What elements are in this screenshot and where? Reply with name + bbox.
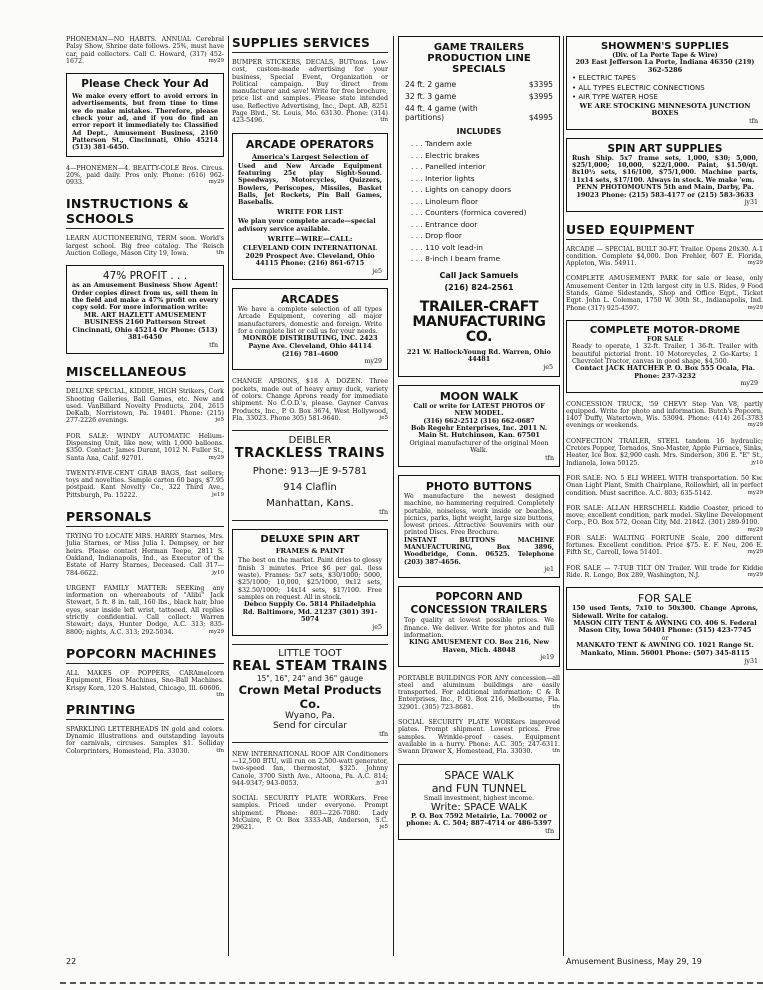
ad-allan-herschell: FOR SALE: ALLAN HERSCHELL Kiddie Coaster, priced to move; excellent condition, park model. Skyline Development Corp., P.O. Box 572, Ocean City, Md. 21842. (301) 289-9100. my29 xyxy=(566,504,763,533)
photo-buttons-box: PHOTO BUTTONS We manufacture the newest designed machine, no hammering required. Completely portable, noiseless, work inside or beaches, picnics, parks, light weight, large size buttons, lowest prices. Attractive Souvenirs with our printed Discs. Free Brochure. INSTANT BUTTONS MACHINE MANUFACTURING, Box 3896, Woodbridge, Conn. 06525. Telephone (203) 387-4656. je1 xyxy=(398,475,560,578)
arcades-title: ARCADES xyxy=(280,293,340,307)
section-popcorn-machines: POPCORN MACHINES xyxy=(66,646,224,664)
column-3 xyxy=(398,36,560,848)
ad-tilt-trailer: FOR SALE — 7-TUB TILT ON Trailer. Will trade for Kiddie Ride. R. Longo, Box 289, Washington, N.J. my29 xyxy=(566,564,763,579)
column-rule xyxy=(563,36,564,956)
column-1 xyxy=(66,36,224,763)
space-walk-box: SPACE WALK and FUN TUNNEL Small investment, highest income. Write: SPACE WALK P. O. Box 7592 Metairie, La. 70002 or phone: A. C. 504; 887-4714 or 486-5397 tfn xyxy=(398,764,560,841)
check-ad-title: Please Check Your Ad xyxy=(81,78,209,91)
profit-sig: tfn xyxy=(209,341,218,349)
ad-poppers: ALL MAKES OF POPPERS, CARAmelcorn Equipment, Floss Machines, Sno-Ball Machines. Krispy Korn, 120 S. Halsted, Chicago, Ill. 60606. tfn xyxy=(66,669,224,698)
ad-urgent-family: URGENT FAMILY MATTER: SEEKing any information on whereabouts of "Alibi" Jack Stewart, 5 ft. 8 in. tall, 160 lbs., black hair, blue eyes, scar inside left wrist, tattooed. All replies strictly confidential. Call collect: Warren Stewart; days, Hunter Dodge, A.C. 313; 835-8800; nights, A.C. 313; 292-5034. my29 xyxy=(66,584,224,636)
price-list: 24 ft. 2 game $3395 32 ft. 3 game $3995 44 ft. 4 game (with partitions) $4995 xyxy=(405,80,553,122)
bottom-edge-rule xyxy=(60,982,763,984)
ad-phoneman: PHONEMAN—NO HABITS. ANNUAL Cerebral Palsy Show, Shrine date follows. 25%, must have car, paid collectors. Call C. Howard, (317) 452-1672. my29 xyxy=(66,36,224,65)
column-rule xyxy=(393,36,394,956)
ad-portable-buildings: PORTABLE BUILDINGS FOR ANY concession—all steel and aluminum buildings are easily transported. For additional information: C & R Enterprises, Inc., P. O. Box 216, Melbourne, Fla. 32901. (305) 723-8681. tfn xyxy=(398,674,560,711)
showmens-supplies-box: SHOWMEN'S SUPPLIES (Div. of La Porte Tape & Wire) 203 East Jefferson La Porte, Indiana 46350 (219) 362-5286 • ELECTRIC TAPES • ALL TYPES ELECTRIC CONNECTIONS • AIR TYPE WATER HOSE WE ARE STOCKING MINNESOTA JUNCTION BOXES tfn xyxy=(566,36,763,130)
ad-concession-truck: CONCESSION TRUCK, '59 CHEVY Step Van V8, partly equipped. Write for photo and information. Butch's Popcorn, 1407 Duffy, Watertown, Wis. 53094. Phone: (414) 261-3783 evenings or weekends. my29 xyxy=(566,400,763,430)
section-used-equipment: USED EQUIPMENT xyxy=(566,222,763,240)
popcorn-trailers-box: POPCORN AND CONCESSION TRAILERS Top quality at lowest possible prices. We finance. We deliver. Write for photos and full information. KING AMUSEMENT CO. Box 216, New Haven, Mich. 48048 je19 xyxy=(398,586,560,666)
ad-windy-automatic: FOR SALE: WINDY AUTOMATIC Helium-Dispensing Unit, like new, with 1,000 balloons. $350. Contact: James Durant, 1012 N. Fuller St., Santa Ana, Calif. 92701. my29 xyxy=(66,432,224,462)
profit-body: as an Amusement Business Show Agent! Order copies direct from us, sell them in the field and make a 47% profit on every copy sold. For more information write: xyxy=(72,282,218,312)
ad-arcade-special: ARCADE — SPECIAL BUILT 30-FT. Trailer. Opens 20x30. A-1 condition. Complete $4,000. Don Frehler, 607 E. Florida, Appleton, Wis. 54911. my29 xyxy=(566,245,763,268)
ad-roof-air: NEW INTERNATIONAL ROOF AIR Conditioners—12,500 BTU, will run on 2,500-watt generator, two-speed fan, thermostat, $325. Johnny Canole, 3700 Sixth Ave., Altoona, Pa. A.C. 814; 944-9347; 943-0053. jy31 xyxy=(232,750,388,787)
ad-phonemen-beatty: 4—PHONEMEN—4. BEATTY-COLE Bros. Circus. 20%, paid daily. Pros only. Phone: (616) 962-0933. my29 xyxy=(66,164,224,187)
check-ad-body: We make every effort to avoid errors in advertisements, but from time to time we do make mistakes. Therefore, please check your ad, and if you do find an error report it immediately to: Classified Ad Dept., Amusement Business, 2160 Patterson St., Cincinnati, Ohio 45214 (513) 381-6450. xyxy=(72,93,218,152)
section-supplies-services: SUPPLIES SERVICES xyxy=(232,36,388,53)
trailer-craft-brand: TRAILER-CRAFT MANUFACTURING CO. xyxy=(412,298,546,345)
ad-change-aprons: CHANGE APRONS, $18 A DOZEN. Three pockets, made out of heavy army duck, variety of colors. Change Aprons ready for immediate shipment. No C.O.D.'s, please. Gayner Canvas Products, Inc., P. O. Box 3674, West Hollywood, Fla. 33023. Phone 305) 581-9640. je5 xyxy=(232,378,388,422)
arcade-operators-box: ARCADE OPERATORS America's Largest Selection of Used and New Arcade Equipment featuring 25¢ play Sight-Sound. Speedways, Motorcycles, Quizzers, Bowlers, Periscopes, Missiles, Basket Balls, Jet Rockets, Pin Ball Games, Baseballs. WRITE FOR LIST We plan your complete arcade—special advisory service available. WRITE—WIRE—CALL: CLEVELAND COIN INTERNATIONAL 2029 Prospect Ave. Cleveland, Ohio 44115 Phone: (216) 861-6715 je5 xyxy=(232,133,388,280)
column-rule xyxy=(228,36,229,956)
spin-art-supplies-box: SPIN ART SUPPLIES Rush Ship. 5x7 frame sets, 1,000, $30; 5,000, $25/1,000; 10,000, $22/1,000. Paint, $1.50/qt. 8x10½ sets, $16/100, $75/1,000. Machine parts, 11x14 sets, $17/100. Always in stock. We make 'em. PENN PHOTOMOUNTS 5th and Main, Darby, Pa. 19023 Phone: (215) 583-4177 or (215) 583-3633 jy31 xyxy=(566,138,763,212)
deibler-ad: DEIBLER TRACKLESS TRAINS Phone: 913—JE 9-5781 914 Claflin Manhattan, Kans. tfn xyxy=(232,430,388,521)
page-number: 22 xyxy=(66,957,77,966)
arcades-box: ARCADES We have a complete selection of all types Arcade Equipment, covering all major manufacturers, domestic and foreign. Write for a complete list or call us for your needs. MONROE DISTRIBUTING, INC. 2423 Payne Ave. Cleveland, Ohio 44114 (216) 781-4600 my29 xyxy=(232,288,388,370)
section-printing: PRINTING xyxy=(66,702,224,720)
motor-drome-box: COMPLETE MOTOR-DROME FOR SALE Ready to operate, 1 32-ft. Trailer, 1 36-ft. Trailer with beautiful pictorial front. 10 Motorcycles, 2 Go-Karts; 1 Chevrolet Tractor, canvas in good shape, $4,500. Contact JACK HATCHER P. O. Box 555 Ocala, Fla. Phone: 237-3232 my29 xyxy=(566,320,763,393)
deluxe-spin-art-box: DELUXE SPIN ART FRAMES & PAINT The best on the market. Paint dries to glossy finish 3 minutes. Price $6 per gal. (less waste). Frames: 5x7 sets, $30/1000; 5000, $25/1000; 10,000, $25/1000, 9x12 sets, $32.50/1000; 14x14 sets, $17/100. Free samples on request. All in stock. Debco Supply Co. 5814 Philadelphia Rd. Baltimore, Md. 21237 (301) 391-5074 je5 xyxy=(232,529,388,636)
showmen-bullets: • ELECTRIC TAPES • ALL TYPES ELECTRIC CONNECTIONS • AIR TYPE WATER HOSE xyxy=(572,74,705,102)
ad-harry-starnes: TRYING TO LOCATE MRS. HARRY Starnes, Mrs. Julia Starnes, or Miss Julia I. Dempsey, or her heirs. Please contact Herman Teepe, 2811 S. Oakland, Indianapolis, Ind., as Executor of the Estate of Harry Starnes, Deceased. Call 317—784-6622. jy10 xyxy=(66,533,224,577)
ad-auction: LEARN AUCTIONEERING, TERM soon. World's largest school. Big free catalog. The Reisch Auction College, Mason City 19, Iowa. tfn xyxy=(66,235,224,258)
section-personals: PERSONALS xyxy=(66,509,224,527)
game-trailers-box: GAME TRAILERS PRODUCTION LINE SPECIALS 24 ft. 2 game $3395 32 ft. 3 game $3995 44 ft. 4 game (with partitions) $4995 INCLUDES . . . Tandem axle . . . Electric brakes . . . Panelled interior . . . Interior lights . . . Lights on canopy doors . . . Linoleum floor . . . Counters (formica covered) . . . Entrance door . . . Drop floor . . . 110 volt lead-in . . . 8-inch I beam frame Call Jack Samuels (216) 824-2561 TRAILER-CRAFT MANUFACTURING CO. 221 W. Hallock-Young Rd. Warren, Ohio 44481 je5 xyxy=(398,36,560,377)
ad-social-security-2: SOCIAL SECURITY PLATE WORKers improved plates. Prompt shipment. Lowest prices. Free samples. Wrinkle-proof cases. Equipment available in a hurry. Phone: A.C. 305; 247-6311. Swann Drawer X, Homestead, Fla. 33030. tfn xyxy=(398,719,560,756)
moon-walk-box: MOON WALK Call or write for LATEST PHOTOS OF NEW MODEL. (316) 662-2512 (316) 662-0687 Bob Regehr Enterprises, Inc. 2011 N. Main St. Hutchinson, Kan. 67501 Original manufacturer of the original Moon Walk. tfn xyxy=(398,385,560,467)
column-2 xyxy=(232,36,388,840)
column-4 xyxy=(566,36,763,678)
ad-bumper-stickers: BUMPER STICKERS, DECALS, BUTtons. Low-cost, custom-made advertising for your business, Special Event, Organization or Political campaign. Buy direct from manufacturer and save! Write for free brochure, price list and samples. Please state intended use. Reflective Advertising, Inc., Dept. AB, 8251 Page Blvd., St. Louis, Mo. 63130. Phone: (314) 423-5496. tfn xyxy=(232,59,388,125)
ad-eli-wheel: FOR SALE: NO. 5 ELI WHEEL WITH transportation. 50 Kw. Onan Light Plant, Smith Chairplane, Rollowhirl, all in perfect condition. Must sacrifice. A.C. 803; 635-5142. my29 xyxy=(566,474,763,497)
ad-grab-bags: TWENTY-FIVE-CENT GRAB BAGS, fast sellers; toys and novelties. Sample carton 60 bags, $7.95 postpaid. Kant Novelty Co., 322 Third Ave., Pittsburgh, Pa. 15222. je19 xyxy=(66,469,224,499)
ad-confection-trailer: CONFECTION TRAILER, STEEL tandem 16 hydraulic; Cretors Popper, Tornados, Sno-Master, Apple Furnace, Sinks, Heater, Ice Box. $2,900 cash. Mrs. Sinderson, 306 E. "E" St., Indianola, Iowa 50125. jy10 xyxy=(566,437,763,467)
profit-box xyxy=(66,265,224,354)
ad-walting-fortune: FOR SALE: WALTING FORTUNE Scale, 200 different fortunes. Excellent condition. Price $75. E. F. Neu, 206 E. Fifth St., Carroll, Iowa 51401. my29 xyxy=(566,534,763,557)
profit-title: 47% PROFIT . . . xyxy=(102,270,188,283)
check-your-ad-box xyxy=(66,73,224,156)
ad-deluxe-special: DELUXE SPECIAL, KIDDIE, HIGH Strikers, Cork Shooting Galleries, Ball Games, etc. New and used. VanBillard Novelty Products, 204, 2615 DeKalb, Norristown, Pa. 19401. Phone: (215) 277-2226 evenings. je5 xyxy=(66,388,224,425)
section-miscellaneous: MISCELLANEOUS xyxy=(66,364,224,382)
publication-dateline: Amusement Business, May 29, 19 xyxy=(566,957,702,966)
tent-for-sale-box: FOR SALE 150 used Tents, 7x10 to 50x300. Change Aprons, Sidewall. Write for catalog. MASON CITY TENT & AWNING CO. 406 S. Federal Mason City, Iowa 50401 Phone: (515) 423-7745 or MANKATO TENT & AWNING CO. 1021 Range St. Mankato, Minn. 56001 Phone: (507) 345-8115 jy31 xyxy=(566,587,763,670)
feature-list: . . . Tandem axle . . . Electric brakes . . . Panelled interior . . . Interior lights . . . Lights on canopy doors . . . Linoleum floor . . . Counters (formica covered) . . . Entrance door . . . Drop floor . . . 110 volt lead-in . . . 8-inch I beam frame xyxy=(411,139,527,263)
little-toot-ad: LITTLE TOOT REAL STEAM TRAINS 15", 16", 24" and 36" gauge Crown Metal Products Co. Wyano, Pa. Send for circular tfn xyxy=(232,644,388,742)
profit-address: MR. ART HAZLETT AMUSEMENT BUSINESS 2160 Patterson Street Cincinnati, Ohio 45214 Or Phone: (513) 381-6450 xyxy=(72,310,218,342)
arcade-operators-title: ARCADE OPERATORS xyxy=(245,137,375,151)
ad-social-security-1: SOCIAL SECURITY PLATE WORKers. Free samples. Priced under everyone. Prompt shipment. Phone: 803—226-7080. Lady McGuire, P. O. Box 3333-AB, Anderson, S.C. 29621. je5 xyxy=(232,795,388,832)
section-instruction-schools: INSTRUCTIONS & SCHOOLS xyxy=(66,196,224,229)
ad-letterheads: SPARKLING LETTERHEADS IN gold and colors. Dynamic illustrations and outstanding layouts for carnivals, circuses. Samples $1. Solliday Colorprinters, Homestead, Fla. 33030. tfn xyxy=(66,725,224,755)
ad-complete-park: COMPLETE AMUSEMENT PARK for sale or lease, only Amusement Center in 12th largest city in U.S. Rides, 9 Food Stands, Game Sidestands, Shop and Office Eqpt., Ticket Eqpt. John L. Coleman, 1750 W. 30th St., Indianapolis, Ind. Phone (317) 925-4597. my29 xyxy=(566,275,763,312)
